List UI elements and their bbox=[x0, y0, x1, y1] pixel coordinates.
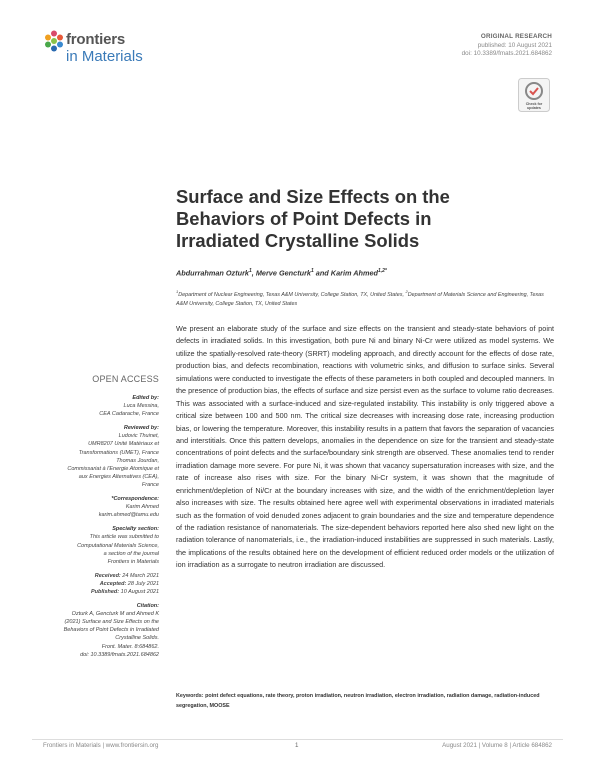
published-value: 10 August 2021 bbox=[119, 588, 159, 595]
specialty-line: This article was submitted to bbox=[89, 534, 159, 541]
citation-line: Ozturk A, Gencturk M and Ahmed K bbox=[71, 611, 159, 618]
specialty-line: Computational Materials Science, bbox=[77, 542, 159, 549]
editor-affiliation: CEA Cadarache, France bbox=[99, 411, 159, 418]
citation-line: Behaviors of Point Defects in Irradiated bbox=[63, 627, 159, 634]
author-separator: and bbox=[313, 268, 331, 278]
journal-logo bbox=[44, 28, 164, 78]
author-name[interactable]: Merve Gencturk bbox=[255, 268, 311, 278]
accepted-value: 28 July 2021 bbox=[126, 580, 159, 587]
affiliation-1: Department of Nuclear Engineering, Texas A&M University, College Station, TX, United States, bbox=[178, 291, 406, 298]
article-title: Surface and Size Effects on the Behaviors of Point Defects in Irradiated Crystalline Solids bbox=[176, 186, 450, 251]
accepted-label: Accepted: bbox=[99, 580, 127, 587]
author-separator: , bbox=[251, 268, 256, 278]
affil-sup: 2 bbox=[405, 289, 408, 294]
abstract: We present an elaborate study of the surface and size effects on the transient and steady-state behaviors of point defects in irradiated solids. In this investigation, both pure Ni and binary Ni-Cr were utilized as model systems. We utilize the spatially-resolved rate-theory (SRRT) modeling approach, and directly account for the effects of dose rate, production bias, and defects recombination, reactions with volumetric sinks, and diffusion to surface sinks. Several simulations were conducted to investigate the effects of these parameters in both coupled and decoupled manners. In the presence of production bias, the effects of surface and size persist even as the surface to volume ratio decreases. This was associated with a surface-induced and size-regulated instability. This instability is only triggered above a critical size between 100 and 500 nm. The critical size decreases with increasing dose rate, increasing production bias, or lowering the temperature. Moreover, this instability results in a pattern that favors the separation of vacancies and interstitials. Once this pattern develops, anomalies in the dependence on size for the transient and steady-state concentrations of point defects and the surface/boundary sink strength are observed. These anomalies tend to render irradiation damage more severe. For pure Ni, it was shown that vacancy supersaturation increases with size, and the rate of increase also rises with size. For the binary Ni-Cr system, it was shown that the magnitude of enrichment/depletion of Ni/Cr at the boundary increases with size, and the width of the enrichment/depletion layer also increases with size. The results obtained here agree well with experimental observations in irradiated materials such as the formation of void denuded zones adjacent to grain boundaries and the size and temperature dependence of the radiation resistance of nanomaterials. The size-dependent behaviors reported here also shed new light on the radiation tolerance of nanomaterials, i.e., the irradiation-induced instabilities are suppressed in such materials. Lastly, the implications of the results obtained here on the development of efficient reduced order models or the utilization of ion irradiation as a surrogate to neutron irradiation are discussed. bbox=[176, 324, 554, 570]
received-label: Received: bbox=[94, 572, 121, 579]
page-number: 1 bbox=[295, 742, 299, 749]
reviewed-by-heading: Reviewed by: bbox=[123, 425, 159, 432]
footer-issue-info: August 2021 | Volume 8 | Article 684862 bbox=[442, 742, 552, 749]
affiliations bbox=[176, 287, 554, 309]
specialty-heading: Specialty section: bbox=[112, 526, 159, 533]
author-affil-sup-text: 1,2 bbox=[377, 268, 385, 274]
affiliation-2: Department of Materials Science and Engineering, Texas A&M University, College Station, TX, United States bbox=[176, 291, 544, 307]
keywords bbox=[176, 692, 554, 711]
specialty-line: Frontiers in Materials bbox=[107, 558, 159, 565]
logo-text-journal: in Materials bbox=[66, 48, 143, 65]
citation-heading: Citation: bbox=[136, 603, 159, 610]
received-value: 24 March 2021 bbox=[120, 572, 159, 579]
citation-line: Crystalline Solids. bbox=[115, 635, 159, 642]
keywords-text: point defect equations, rate theory, proton irradiation, neutron irradiation, electron irradiation, radiation damage, radiation-induced segregation, MOOSE bbox=[176, 693, 540, 709]
correspondent-email[interactable]: karim.ahmed@tamu.edu bbox=[98, 512, 159, 519]
article-info-sidebar bbox=[9, 394, 159, 659]
article-type: ORIGINAL RESEARCH bbox=[480, 33, 552, 40]
author-affil-sup: 1 bbox=[248, 268, 252, 274]
citation-line: Front. Mater. 8:684862. bbox=[101, 643, 159, 650]
corresponding-star: * bbox=[384, 268, 387, 274]
published-label: Published: bbox=[91, 588, 120, 595]
correspondence-heading: *Correspondence: bbox=[111, 496, 159, 503]
published-date-sidebar bbox=[9, 588, 159, 596]
received-date bbox=[9, 572, 159, 580]
footer-journal[interactable]: Frontiers in Materials | www.frontiersin.org bbox=[43, 742, 159, 749]
author-affil-sup bbox=[378, 268, 387, 274]
correspondent-name: Karim Ahmed bbox=[125, 504, 159, 511]
editor-name[interactable]: Luca Messina, bbox=[123, 403, 159, 410]
reviewer-name[interactable]: Thomas Jourdan, bbox=[116, 457, 159, 464]
affil-sup: 1 bbox=[176, 289, 179, 294]
accepted-date bbox=[9, 580, 159, 588]
keywords-label: Keywords: bbox=[176, 693, 206, 699]
edited-by-heading: Edited by: bbox=[132, 395, 159, 401]
logo-text-frontiers: frontiers bbox=[66, 31, 126, 48]
citation-line: (2021) Surface and Size Effects on the bbox=[64, 619, 159, 626]
frontiers-logo-icon bbox=[44, 30, 64, 52]
reviewer-affiliation: France bbox=[141, 481, 159, 488]
citation-doi[interactable]: doi: 10.3389/fmats.2021.684862 bbox=[80, 651, 159, 658]
reviewer-affiliation: UMR8207 Unité Matériaux et bbox=[88, 441, 159, 448]
author-list bbox=[176, 268, 387, 277]
check-updates-label: Check for updates bbox=[525, 102, 543, 110]
doi-link[interactable]: doi: 10.3389/fmats.2021.684862 bbox=[461, 50, 552, 57]
reviewer-affiliation: aux Energies Alternatives (CEA), bbox=[78, 473, 159, 480]
specialty-line: a section of the journal bbox=[103, 550, 159, 557]
author-name[interactable]: Karim Ahmed bbox=[330, 268, 378, 278]
footer-divider bbox=[32, 739, 563, 740]
reviewer-name[interactable]: Ludovic Thuinet, bbox=[118, 433, 159, 440]
published-date: published: 10 August 2021 bbox=[477, 42, 552, 49]
open-access-label: OPEN ACCESS bbox=[92, 374, 159, 384]
author-affil-sup: 1 bbox=[310, 268, 314, 274]
reviewer-affiliation: Commissariat à l'Energie Atomique et bbox=[67, 465, 159, 472]
reviewer-affiliation: Transformations (UMET), France bbox=[78, 449, 159, 456]
check-for-updates-badge[interactable] bbox=[518, 78, 550, 112]
author-name[interactable]: Abdurrahman Ozturk bbox=[176, 268, 249, 278]
